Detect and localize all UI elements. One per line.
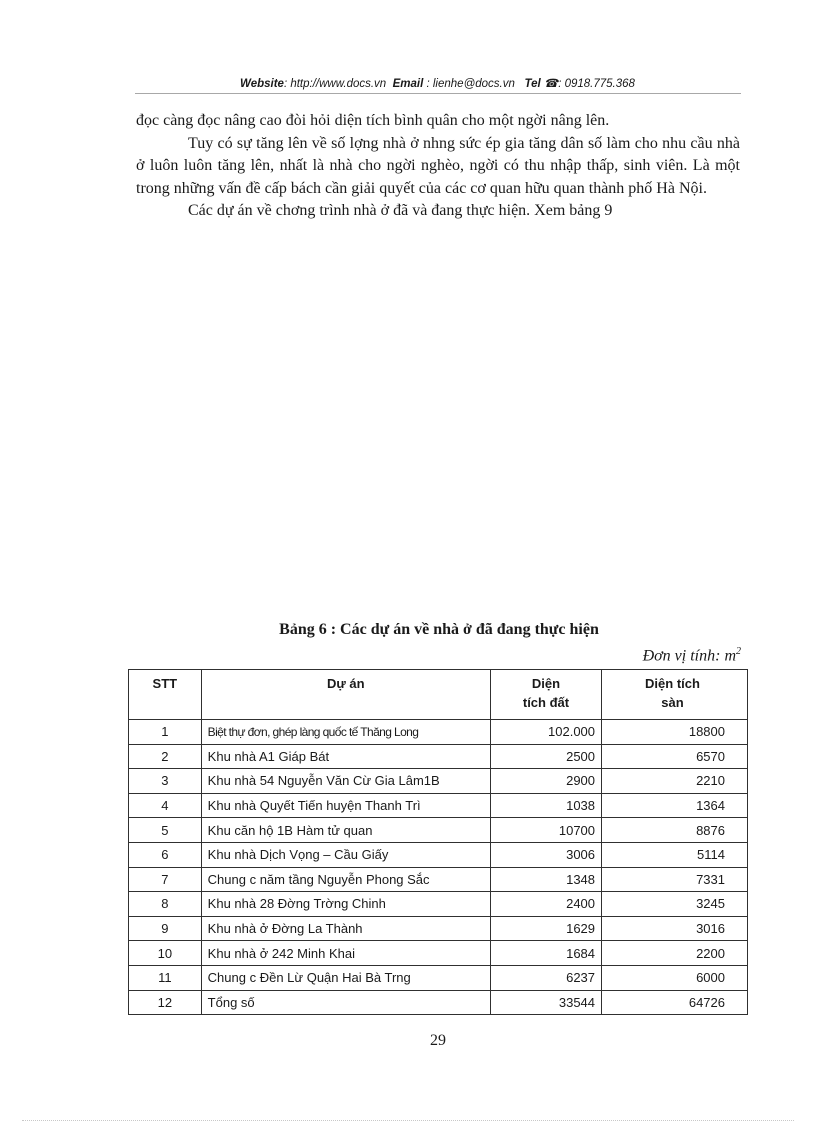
- cell-stt: 6: [129, 842, 202, 867]
- cell-floor: 6570: [602, 744, 748, 769]
- footer-divider: [22, 1120, 794, 1121]
- table-row: [129, 818, 748, 843]
- table-unit: [560, 646, 741, 665]
- cell-stt: 4: [129, 793, 202, 818]
- cell-project: Khu căn hộ 1B Hàm tử quan: [201, 818, 490, 843]
- cell-floor: 3245: [602, 892, 748, 917]
- unit-label: Đơn vị tính: m: [642, 647, 736, 665]
- table-row: [129, 867, 748, 892]
- unit-superscript: 2: [736, 646, 741, 657]
- cell-stt: 3: [129, 769, 202, 794]
- cell-land: 1629: [490, 916, 601, 941]
- email-value: : lienhe@docs.vn: [426, 78, 515, 90]
- table-row-total: [129, 990, 748, 1015]
- cell-stt: 9: [129, 916, 202, 941]
- cell-floor: 8876: [602, 818, 748, 843]
- website-value: : http://www.docs.vn: [283, 78, 387, 90]
- cell-land: 1038: [490, 793, 601, 818]
- cell-project: Khu nhà Dịch Vọng – Cầu Giấy: [201, 842, 490, 867]
- cell-land: 10700: [490, 818, 601, 843]
- cell-project: Chung c năm tầng Nguyễn Phong Sắc: [201, 867, 490, 892]
- cell-stt: 11: [129, 965, 202, 990]
- paragraph-2: Tuy có sự tăng lên về số lợng nhà ở nhng sức ép gia tăng dân số làm cho nhu cầu nhà ở luôn luôn tăng lên, nhất là nhà cho ngời nghèo, ngời có thu nhập thấp, sinh viên. Là một trong những vấn đề cấp bách cần giải quyết của các cơ quan hữu quan thành phố Hà Nội.: [136, 134, 740, 197]
- table-row: [129, 769, 748, 794]
- cell-land: 3006: [490, 842, 601, 867]
- page-header: [135, 76, 740, 90]
- cell-land: 33544: [490, 990, 601, 1015]
- cell-project: Biệt thự đơn, ghép làng quốc tế Thăng Long: [201, 720, 490, 745]
- cell-floor: 7331: [602, 867, 748, 892]
- paragraph-3: Các dự án về chơng trình nhà ở đã và đang thực hiện. Xem bảng 9: [188, 202, 613, 219]
- table-row: [129, 941, 748, 966]
- header-stt: STT: [129, 670, 202, 720]
- header-floor-line2: sàn: [661, 695, 684, 710]
- cell-land: 1348: [490, 867, 601, 892]
- cell-floor: 2200: [602, 941, 748, 966]
- cell-floor: 1364: [602, 793, 748, 818]
- cell-project: Tổng số: [201, 990, 490, 1015]
- cell-floor: 64726: [602, 990, 748, 1015]
- table-title: Bảng 6 : Các dự án về nhà ở đã đang thực hiện: [279, 621, 599, 638]
- cell-land: 6237: [490, 965, 601, 990]
- table-header-row: [129, 670, 748, 720]
- cell-land: 2400: [490, 892, 601, 917]
- projects-table: [128, 669, 748, 1015]
- cell-stt: 7: [129, 867, 202, 892]
- cell-floor: 18800: [602, 720, 748, 745]
- body-text: [136, 110, 740, 223]
- page-number: 29: [430, 1032, 446, 1049]
- cell-floor: 3016: [602, 916, 748, 941]
- table-row: [129, 842, 748, 867]
- cell-stt: 1: [129, 720, 202, 745]
- header-land-area: [490, 670, 601, 720]
- header-land-line2: tích đất: [522, 695, 570, 710]
- cell-project: Chung c Đền Lừ Quận Hai Bà Trng: [201, 965, 490, 990]
- header-divider: [135, 93, 741, 94]
- header-project: Dự án: [201, 670, 490, 720]
- cell-land: 2900: [490, 769, 601, 794]
- cell-stt: 5: [129, 818, 202, 843]
- paragraph-1: đọc càng đọc nâng cao đòi hỏi diện tích bình quân cho một ngời nâng lên.: [136, 112, 610, 129]
- cell-project: Khu nhà 54 Nguyễn Văn Cừ Gia Lâm1B: [201, 769, 490, 794]
- table-row: [129, 744, 748, 769]
- cell-land: 102.000: [490, 720, 601, 745]
- cell-stt: 2: [129, 744, 202, 769]
- cell-project: Khu nhà Quyết Tiến huyện Thanh Trì: [201, 793, 490, 818]
- cell-floor: 5114: [602, 842, 748, 867]
- cell-stt: 10: [129, 941, 202, 966]
- cell-floor: 6000: [602, 965, 748, 990]
- tel-value: : 0918.775.368: [558, 78, 635, 90]
- tel-label: Tel: [524, 78, 541, 90]
- table-row: [129, 965, 748, 990]
- cell-project: Khu nhà 28 Đờng Trờng Chinh: [201, 892, 490, 917]
- cell-project: Khu nhà ở 242 Minh Khai: [201, 941, 490, 966]
- table-row: [129, 916, 748, 941]
- table-row: [129, 892, 748, 917]
- header-floor-line1: Diện tích: [645, 676, 700, 691]
- cell-land: 2500: [490, 744, 601, 769]
- email-label: Email: [392, 78, 424, 90]
- cell-project: Khu nhà ở Đờng La Thành: [201, 916, 490, 941]
- table-row: [129, 793, 748, 818]
- cell-stt: 8: [129, 892, 202, 917]
- header-land-line1: Diện: [531, 676, 561, 691]
- cell-floor: 2210: [602, 769, 748, 794]
- cell-land: 1684: [490, 941, 601, 966]
- phone-icon: ☎: [543, 78, 559, 90]
- cell-project: Khu nhà A1 Giáp Bát: [201, 744, 490, 769]
- website-label: Website: [240, 78, 284, 90]
- table-row: [129, 720, 748, 745]
- header-floor-area: [602, 670, 748, 720]
- cell-stt: 12: [129, 990, 202, 1015]
